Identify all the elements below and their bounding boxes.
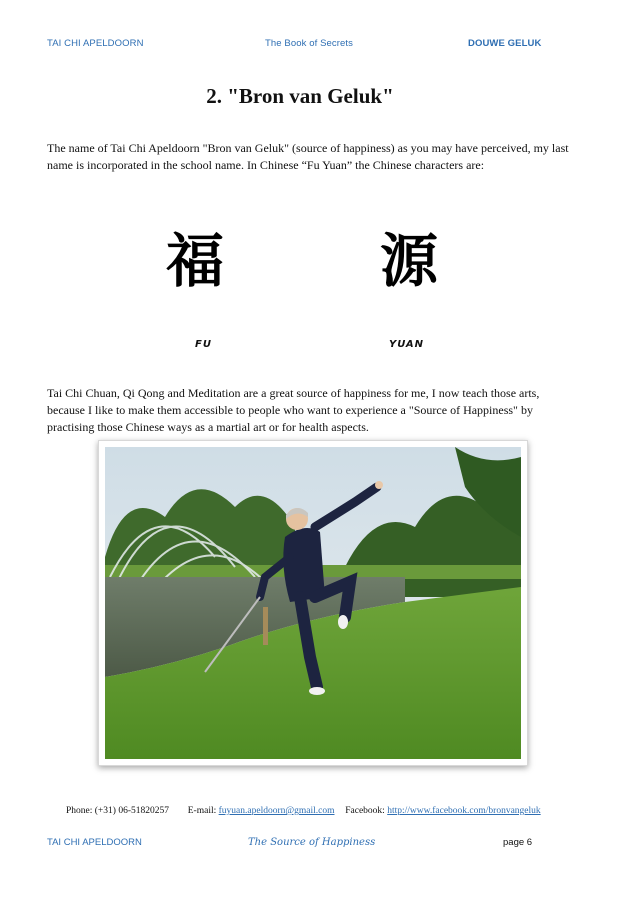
page-title: 2. "Bron van Geluk" [206, 84, 394, 108]
email-label: E-mail: [187, 806, 219, 816]
contact-line [66, 806, 541, 816]
header-center: The Book of Secrets [265, 38, 353, 49]
facebook-label: Facebook: [345, 806, 388, 816]
tai-chi-photo [105, 447, 521, 759]
header-right: DOUWE GELUK [468, 38, 542, 49]
hanzi-fu: 福 [166, 227, 225, 295]
header-left: TAI CHI APELDOORN [47, 38, 144, 49]
hanzi-yuan: 源 [380, 227, 439, 295]
contact-phone: Phone: (+31) 06-51820257 [66, 806, 169, 816]
romanization-fu: FU [195, 339, 212, 350]
email-link[interactable]: fuyuan.apeldoorn@gmail.com [218, 806, 335, 816]
romanization-yuan: YUAN [389, 339, 425, 350]
photo-frame [98, 440, 528, 766]
intro-paragraph: The name of Tai Chi Apeldoorn "Bron van Geluk" (source of happiness) as you may have perceived, my last name is incorporated in the school name. In Chinese “Fu Yuan” the Chinese characters are: [47, 141, 569, 172]
page-number: page 6 [503, 837, 533, 848]
body-paragraph: Tai Chi Chuan, Qi Qong and Meditation are a great source of happiness for me, I now teach those arts, because I like to make them accessible to people who want to experience a "Source of Happiness" by practising those Chinese ways as a martial art or for health aspects. [47, 386, 540, 434]
footer-center: The Source of Happiness [248, 837, 376, 848]
facebook-link[interactable]: http://www.facebook.com/bronvangeluk [387, 806, 541, 816]
footer-left: TAI CHI APELDOORN [47, 837, 142, 848]
